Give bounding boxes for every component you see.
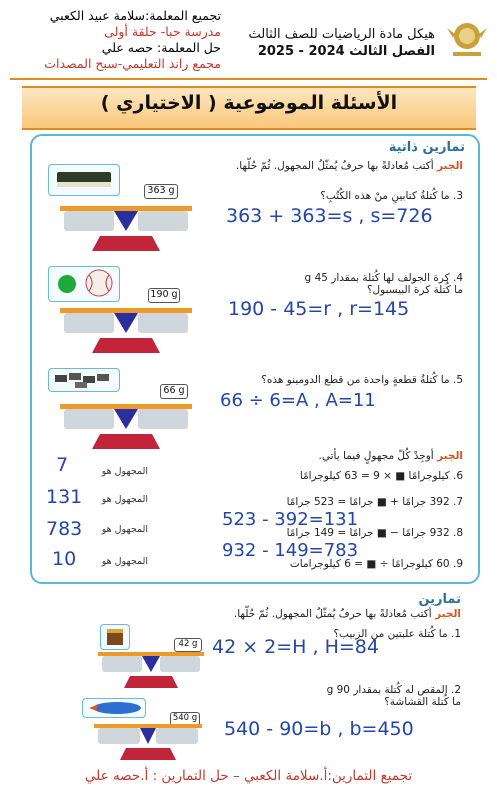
instruction-text: أكتب مُعادلةً بها حرفٌ يُمثّلُ المجهول. ثُمّ حُلّها. bbox=[235, 160, 434, 172]
book-icon bbox=[49, 165, 119, 195]
dominoes-icon bbox=[49, 369, 119, 391]
q3-question: ما كُتلةُ كتابينِ منْ هذه الكُتُبِ؟ bbox=[320, 190, 450, 202]
q3-text bbox=[223, 190, 463, 202]
row6-label: المجهول هو bbox=[101, 466, 148, 477]
row7-answer: 131 bbox=[46, 486, 83, 508]
instruction-tag: الجبر bbox=[437, 160, 463, 172]
q3-answer: 363 + 363=s , s=726 bbox=[226, 205, 433, 227]
s2q1-answer: 42 × 2=H , H=84 bbox=[212, 636, 379, 658]
q4-text bbox=[223, 272, 463, 296]
s2q2-text bbox=[261, 684, 461, 708]
section1-instruction bbox=[143, 160, 463, 172]
q4-question-2: ما كُتلة كرة البيسبول؟ bbox=[366, 284, 463, 296]
solver-line: حل المعلمة: حصه علي bbox=[101, 40, 221, 55]
section2-instruction-text: أكتب مُعادلةً بها حرفٌ يُمثّلُ المجهول. ثُمّ حُلّها. bbox=[233, 608, 432, 620]
page-title: الأسئلة الموضوعية ( الاختياري ) bbox=[100, 92, 398, 114]
part2-instruction bbox=[163, 450, 463, 462]
weight-label-q4: 190 g bbox=[148, 288, 180, 303]
stapler-icon bbox=[83, 699, 145, 717]
s2q1-number: 1. bbox=[450, 628, 461, 640]
term-line: الفصل الثالث 2024 - 2025 bbox=[257, 44, 435, 59]
section2-heading: تمارين bbox=[418, 592, 461, 607]
s2q1-question: ما كُتلة علبتين من الزبيب؟ bbox=[333, 628, 448, 640]
s2q2-number: 2. bbox=[450, 684, 461, 696]
balance-scale-icon bbox=[92, 716, 204, 762]
row6-num: 6. bbox=[452, 470, 463, 482]
row6-eq bbox=[213, 470, 463, 482]
balls-icon bbox=[49, 267, 119, 301]
row8-equation: 932 جرامًا − ■ جرامًا = 149 جرامًا bbox=[286, 527, 450, 539]
book-image bbox=[48, 164, 120, 196]
compiler-line: تجميع المعلمة:سلامة عبيد الكعبي bbox=[49, 8, 221, 23]
q5-question: ما كُتلةُ قطعةٍ واحدة من قطع الدومينو هذه؟ bbox=[261, 374, 450, 386]
q5-text bbox=[203, 374, 463, 386]
header-right bbox=[235, 26, 435, 60]
school-line: مدرسة حبا- حلقة أولى bbox=[104, 24, 221, 39]
q5-number: 5. bbox=[452, 374, 463, 386]
q4-number: 4. bbox=[452, 272, 463, 284]
row8-eq bbox=[213, 527, 463, 539]
row7-num: 7. bbox=[452, 496, 463, 508]
row7-label: المجهول هو bbox=[101, 494, 148, 505]
balance-scale-icon bbox=[56, 394, 196, 452]
row7-eq bbox=[213, 496, 463, 508]
balance-scale-icon bbox=[56, 196, 196, 254]
weight-label-s2q2: 540 g bbox=[170, 712, 200, 726]
row9-label: المجهول هو bbox=[101, 556, 148, 567]
row9-num: 9. bbox=[452, 558, 463, 570]
s2q2-question: المقص له كُتلة بمقدار 90 g bbox=[326, 684, 448, 696]
s2q2-answer: 540 - 90=b , b=450 bbox=[224, 718, 414, 740]
weight-label-s2q1: 42 g bbox=[174, 638, 202, 652]
q4-question: كرة الجولف لها كُتلة بمقدار 45 g bbox=[304, 272, 450, 284]
q3-number: 3. bbox=[452, 190, 463, 202]
row8-work: 932 - 149=783 bbox=[222, 540, 359, 561]
part2-text: أوجِدْ كُلّ مجهولٍ فيما يأتي. bbox=[318, 450, 434, 462]
footer-credits: تجميع التمارين:أ.سلامة الكعبي – حل التمارين : أ.حصه علي bbox=[84, 768, 413, 784]
subject-line: هيكل مادة الرياضيات للصف الثالث bbox=[248, 27, 435, 42]
row7-work: 523 - 392=131 bbox=[222, 509, 359, 530]
section1-heading: تمارين ذاتية bbox=[388, 140, 465, 155]
row9-equation: 60 كيلوجرامًا ÷ ■ = 6 كيلوجرامات bbox=[289, 558, 450, 570]
row9-eq bbox=[213, 558, 463, 570]
balance-scale-icon bbox=[96, 644, 206, 690]
row8-num: 8. bbox=[452, 527, 463, 539]
balls-image bbox=[48, 266, 120, 302]
row8-answer: 783 bbox=[46, 518, 83, 540]
weight-label-q5: 66 g bbox=[160, 384, 188, 399]
row7-equation: 392 جرامًا + ■ جرامًا = 523 جرامًا bbox=[286, 496, 450, 508]
dominoes-image bbox=[48, 368, 120, 392]
weight-label-q3: 363 g bbox=[144, 184, 178, 199]
balance-scale-icon bbox=[56, 298, 196, 356]
s2q2-question-2: ما كُتلة القشاشة؟ bbox=[384, 696, 461, 708]
section2-tag: الجبر bbox=[435, 608, 461, 620]
header-left bbox=[6, 8, 221, 72]
header-divider bbox=[10, 78, 487, 80]
scissors-image bbox=[82, 698, 146, 718]
q5-answer: 66 ÷ 6=A , A=11 bbox=[220, 390, 376, 411]
row6-equation: كيلوجرامًا ■ × 9 = 63 كيلوجرامًا bbox=[299, 470, 450, 482]
row9-answer: 10 bbox=[52, 548, 77, 570]
part2-tag: الجبر bbox=[437, 450, 463, 462]
complex-line: مجمع راند التعليمي-سبح المصدات bbox=[44, 56, 221, 71]
row6-answer: 7 bbox=[56, 454, 69, 476]
uae-emblem-icon bbox=[445, 18, 489, 60]
row8-label: المجهول هو bbox=[101, 524, 148, 535]
q4-answer: 190 - 45=r , r=145 bbox=[228, 298, 410, 320]
section2-instruction bbox=[141, 608, 461, 620]
